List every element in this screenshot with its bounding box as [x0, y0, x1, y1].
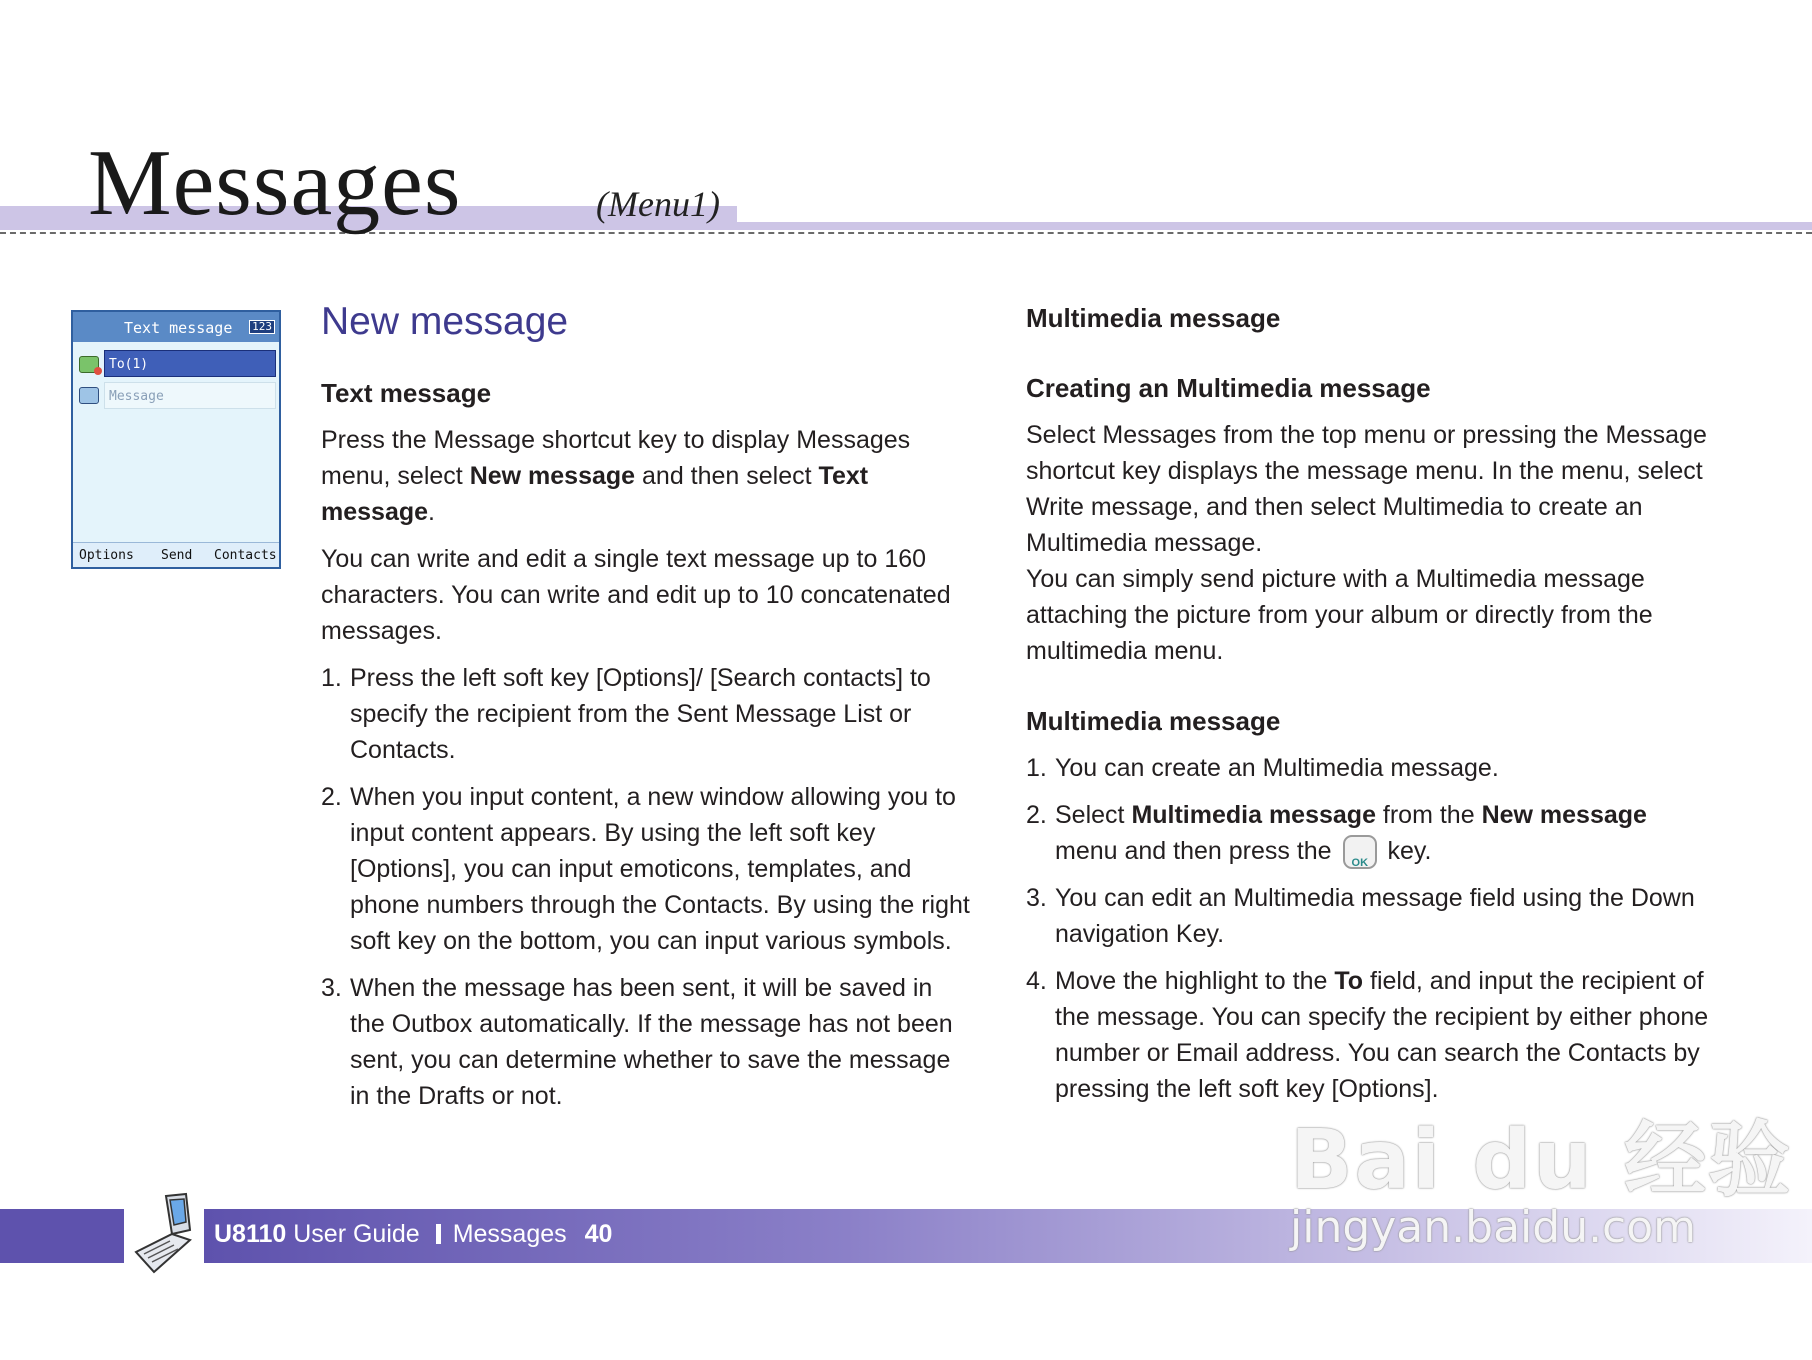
list-item: 1. You can create an Multimedia message. [1026, 754, 1499, 782]
list-item: 2. Select Multimedia message from the New message menu and then press the OK key. [1026, 797, 1716, 869]
left-column [321, 300, 971, 1125]
message-icon [79, 387, 99, 404]
soft-key-bar [73, 542, 279, 567]
message-field: Message [104, 382, 276, 409]
soft-key-options: Options [79, 548, 134, 563]
footer-left-block [0, 1209, 124, 1263]
right-column [1026, 300, 1716, 1118]
heading-multimedia-message: Multimedia message [1026, 303, 1281, 333]
picture-paragraph: You can simply send picture with a Multimedia message attaching the picture from your album or directly from the multimedia menu. [1026, 565, 1653, 665]
heading-multimedia-steps: Multimedia message [1026, 706, 1281, 736]
list-item: 3. You can edit an Multimedia message field using the Down navigation Key. [1026, 884, 1695, 949]
limits-paragraph: You can write and edit a single text message up to 160 characters. You can write and edit up to 10 concatenated messages. [321, 544, 951, 645]
soft-key-send: Send [161, 548, 193, 563]
header-band-thin [737, 222, 1812, 230]
recipient-icon [79, 356, 99, 373]
subheading-text-message: Text message [321, 377, 492, 408]
footer-text: U8110 User Guide Messages 40 [214, 1220, 613, 1248]
watermark-url: jingyan.baidu.com [1290, 1202, 1697, 1253]
ok-key-icon [1343, 835, 1377, 869]
intro-paragraph: Press the Message shortcut key to display Messages menu, select New message and then select Text message. [321, 425, 911, 526]
section-title-new-message: New message [321, 300, 569, 343]
creating-paragraph: Select Messages from the top menu or pressing the Message shortcut key displays the message menu. In the menu, select Write message, and then select Multimedia to create an Multimedia message. [1026, 421, 1707, 557]
phone-title: Text message [124, 319, 233, 337]
soft-key-contacts: Contacts [214, 548, 277, 563]
heading-creating-multimedia: Creating an Multimedia message [1026, 373, 1431, 403]
list-item: 4. Move the highlight to the To field, and input the recipient of the message. You can specify the recipient by either phone number or Email address. You can search the Contacts by pressing the left soft key [Options]. [1026, 967, 1709, 1104]
page-title: Messages [88, 131, 462, 235]
list-item: 1. Press the left soft key [Options]/ [Search contacts] to specify the recipient from the Sent Message List or Contacts. [321, 663, 931, 764]
phone-screen-illustration [71, 310, 281, 569]
flip-phone-icon [128, 1192, 208, 1278]
watermark-logo: Bai du 经验 [1290, 1113, 1793, 1208]
phone-title-bar [73, 312, 279, 342]
list-item: 2. When you input content, a new window allowing you to input content appears. By using the left soft key [Options], you can input emoticons, templates, and phone numbers through the Contacts. By using the right soft key on the bottom, you can input various symbols. [321, 782, 970, 955]
page-subtitle: (Menu1) [596, 184, 720, 224]
list-item: 3. When the message has been sent, it will be saved in the Outbox automatically. If the message has not been sent, you can determine whether to save the message in the Drafts or not. [321, 973, 953, 1110]
to-field: To(1) [104, 350, 276, 377]
input-mode-badge: 123 [249, 320, 275, 334]
baidu-watermark [1290, 1113, 1793, 1253]
